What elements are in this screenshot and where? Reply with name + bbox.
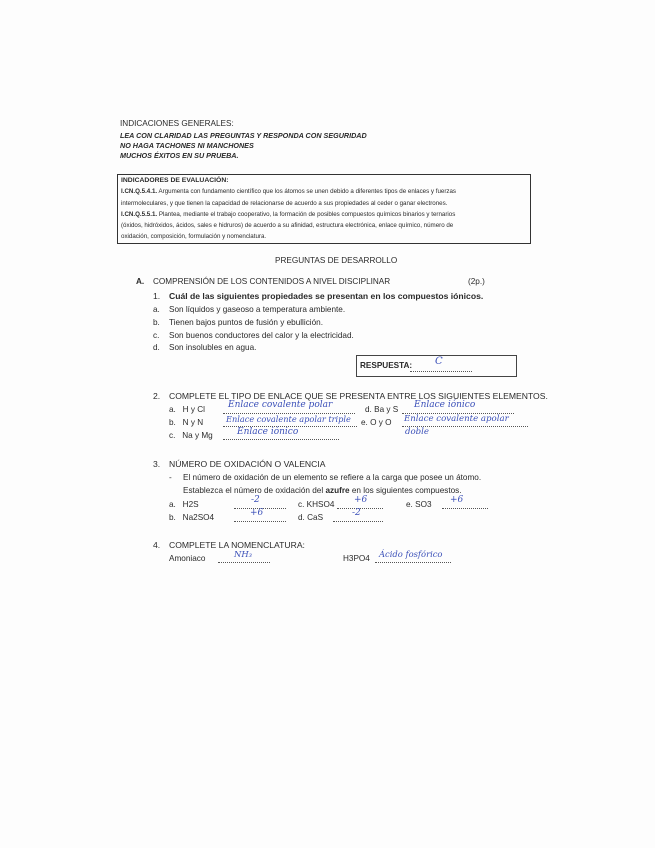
q1-option-c-letter: c. [153,331,160,340]
section-a-title: COMPRENSIÓN DE LOS CONTENIDOS A NIVEL DISCIPLINAR [153,277,391,286]
q3-text-1: El número de oxidación de un elemento se refiere a la carga que posee un átomo. [183,473,482,482]
q2-number: 2. [153,391,161,401]
q3-item-e-line [442,508,488,509]
q1-option-a: Son líquidos y gaseoso a temperatura ambiente. [169,305,346,314]
indicator-line-3: I.CN.Q.5.5.1. Plantea, mediante el trabajo cooperativo, la formación de posibles compuestos químicos binarios y ternarios [121,211,456,218]
indicator-line-1: I.CN.Q.5.4.1. Argumenta con fundamento científico que los átomos se unen debido a diferentes tipos de enlaces y fuerzas [121,188,457,195]
q2-item-d: d. Ba y S [365,405,399,414]
instruction-1: LEA CON CLARIDAD LAS PREGUNTAS Y RESPONDA CON SEGURIDAD [120,131,367,140]
q4-item-2-name: H3PO4 [343,554,370,563]
q3-item-b: b. Na2SO4 [169,513,215,522]
q1-option-a-letter: a. [153,305,160,314]
q2-item-e-answer: Enlace covalente apolar [404,414,509,424]
section-a-points: (2p.) [468,277,485,286]
q3-item-b-answer: +6 [250,508,264,518]
q2-item-c-line [223,439,339,440]
q1-answer-label: RESPUESTA: [360,361,413,370]
q3-item-d-answer: -2 [352,508,361,518]
q3-item-c: c. KHSO4 [298,500,335,509]
q2-item-a: a. H y Cl [169,405,205,414]
indicator-line-4: (óxidos, hidróxidos, ácidos, sales e hidruros) de acuerdo a su afinidad, estructura electrónica, enlace químico, número de [121,222,454,229]
q2-item-d-answer: Enlace iónico [414,400,476,410]
indicator-line-2: intermoleculares, y que tienen la capacidad de relacionarse de acuerdo a sus propiedades al ceder o ganar electrones. [121,200,448,207]
q2-item-a-answer: Enlace covalente polar [228,400,333,410]
q2-text: COMPLETE EL TIPO DE ENLACE QUE SE PRESENTA ENTRE LOS SIGUIENTES ELEMENTOS. [169,391,548,401]
indicator-line-5: oxidación, composición, formulación y nomenclatura. [121,233,267,240]
q3-item-d-line [333,521,383,522]
q3-item-b-line [234,521,286,522]
q1-text: Cuál de las siguientes propiedades se presentan en los compuestos iónicos. [169,291,484,301]
q3-item-d: d. CaS [298,513,324,522]
q1-option-b: Tienen bajos puntos de fusión y ebullición. [169,318,323,327]
q3-text-2: Establezca el número de oxidación del azufre en los siguientes compuestos. [183,486,462,495]
q4-number: 4. [153,540,161,550]
q2-item-e: e. O y O [361,418,392,427]
q3-item-a: a. H2S [169,500,199,509]
instruction-2: NO HAGA TACHONES NI MANCHONES [120,141,254,150]
indicators-box [117,174,531,244]
q1-option-b-letter: b. [153,318,160,327]
q3-item-e: e. SO3 [406,500,432,509]
q4-item-1-line [218,562,270,563]
general-indications-title: INDICACIONES GENERALES: [120,119,234,128]
q2-item-b: b. N y N [169,418,204,427]
indicators-title: INDICADORES DE EVALUACIÓN: [121,177,229,184]
q2-item-e-answer-cont: doble [405,427,430,437]
q3-title: NÚMERO DE OXIDACIÓN O VALENCIA [169,459,326,469]
q2-item-b-answer: Enlace covalente apolar triple [226,414,351,424]
q3-item-e-answer: +6 [450,495,464,505]
q3-item-c-answer: +6 [354,495,368,505]
q1-answer-line [410,371,472,372]
q1-number: 1. [153,291,161,301]
q4-item-2-line [375,562,451,563]
q1-option-d: Son insolubles en agua. [169,343,257,352]
section-title: PREGUNTAS DE DESARROLLO [275,256,398,265]
q4-item-2-answer: Ácido fosfórico [379,549,443,559]
q4-item-1-name: Amoniaco [169,554,206,563]
q1-option-c: Son buenos conductores del calor y la electricidad. [169,331,354,340]
q3-number: 3. [153,459,161,469]
q2-item-c: c. Na y Mg [169,431,213,440]
q2-item-c-answer: Enlace iónico [237,427,299,437]
q3-dash: - [169,473,172,482]
q1-answer-value: C [435,356,443,367]
instruction-3: MUCHOS ÉXITOS EN SU PRUEBA. [120,151,239,160]
q3-item-a-answer: -2 [251,495,260,505]
section-a-letter: A. [136,277,145,286]
q4-item-1-answer: NH₃ [234,549,252,559]
q4-title: COMPLETE LA NOMENCLATURA: [169,540,305,550]
q1-option-d-letter: d. [153,343,160,352]
